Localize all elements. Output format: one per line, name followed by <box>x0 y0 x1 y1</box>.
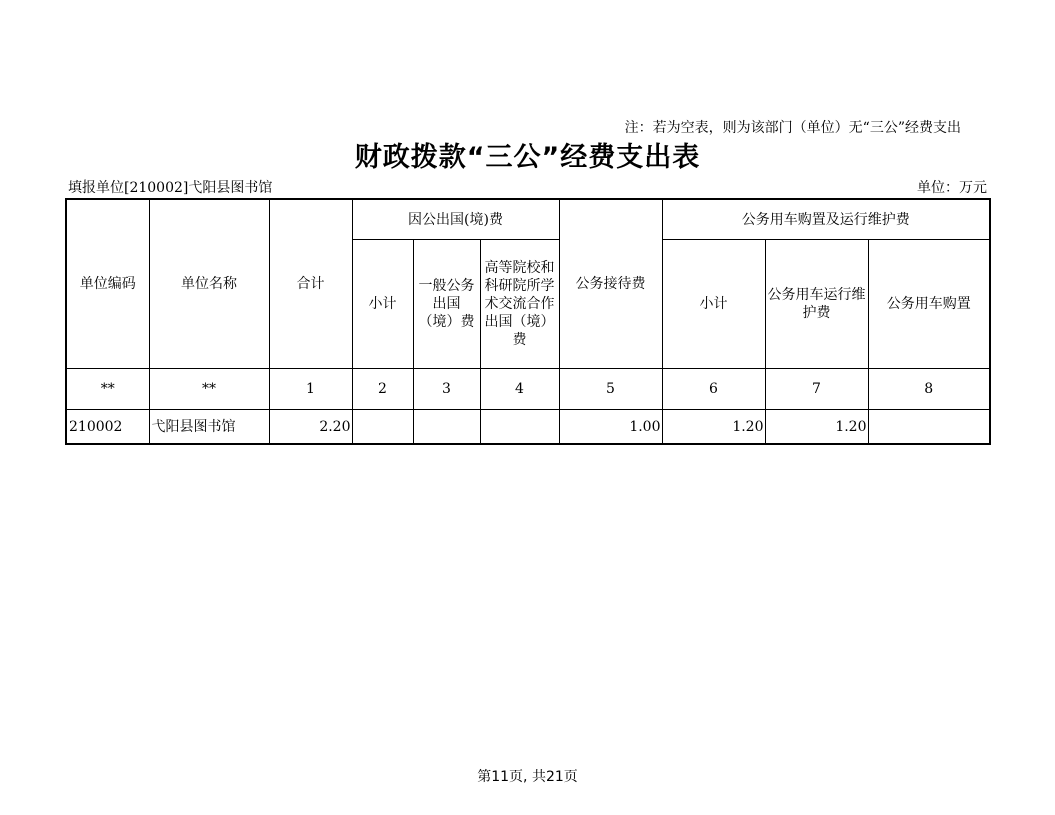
cell-vehicle-subtotal: 1.20 <box>662 410 765 445</box>
expense-table <box>65 198 991 445</box>
table-row <box>66 410 990 445</box>
header-vehicle-subtotal: 小计 <box>662 240 765 369</box>
header-row-group <box>66 199 990 240</box>
header-vehicle-group: 公务用车购置及运行维护费 <box>662 199 990 240</box>
empty-table-note: 注：若为空表，则为该部门（单位）无“三公”经费支出 <box>624 120 961 136</box>
header-abroad-group: 因公出国(境)费 <box>352 199 559 240</box>
cell-unit-name: 弋阳县图书馆 <box>149 410 269 445</box>
cell-vehicle-operation: 1.20 <box>765 410 868 445</box>
cell-unit-code: 210002 <box>66 410 149 445</box>
index-cell: 7 <box>765 369 868 410</box>
header-reception: 公务接待费 <box>559 199 662 369</box>
header-unit-name: 单位名称 <box>149 199 269 369</box>
header-total: 合计 <box>269 199 352 369</box>
index-cell: ** <box>66 369 149 410</box>
header-vehicle-purchase: 公务用车购置 <box>868 240 990 369</box>
index-cell: ** <box>149 369 269 410</box>
header-abroad-academic: 高等院校和科研院所学术交流合作出国（境）费 <box>480 240 559 369</box>
index-cell: 4 <box>480 369 559 410</box>
reporting-unit-label: 填报单位[210002]弋阳县图书馆 <box>68 180 273 196</box>
cell-abroad-subtotal <box>352 410 413 445</box>
cell-vehicle-purchase <box>868 410 990 445</box>
cell-abroad-general <box>413 410 480 445</box>
index-cell: 1 <box>269 369 352 410</box>
index-cell: 3 <box>413 369 480 410</box>
index-cell: 5 <box>559 369 662 410</box>
index-cell: 8 <box>868 369 990 410</box>
column-index-row <box>66 369 990 410</box>
header-unit-code: 单位编码 <box>66 199 149 369</box>
index-cell: 2 <box>352 369 413 410</box>
index-cell: 6 <box>662 369 765 410</box>
header-vehicle-operation: 公务用车运行维护费 <box>765 240 868 369</box>
currency-unit-label: 单位：万元 <box>917 180 987 196</box>
header-abroad-subtotal: 小计 <box>352 240 413 369</box>
page-title: 财政拨款“三公”经费支出表 <box>354 142 701 173</box>
cell-total: 2.20 <box>269 410 352 445</box>
cell-abroad-academic <box>480 410 559 445</box>
cell-reception: 1.00 <box>559 410 662 445</box>
page-number: 第11页, 共21页 <box>477 769 578 785</box>
header-abroad-general: 一般公务出国（境）费 <box>413 240 480 369</box>
